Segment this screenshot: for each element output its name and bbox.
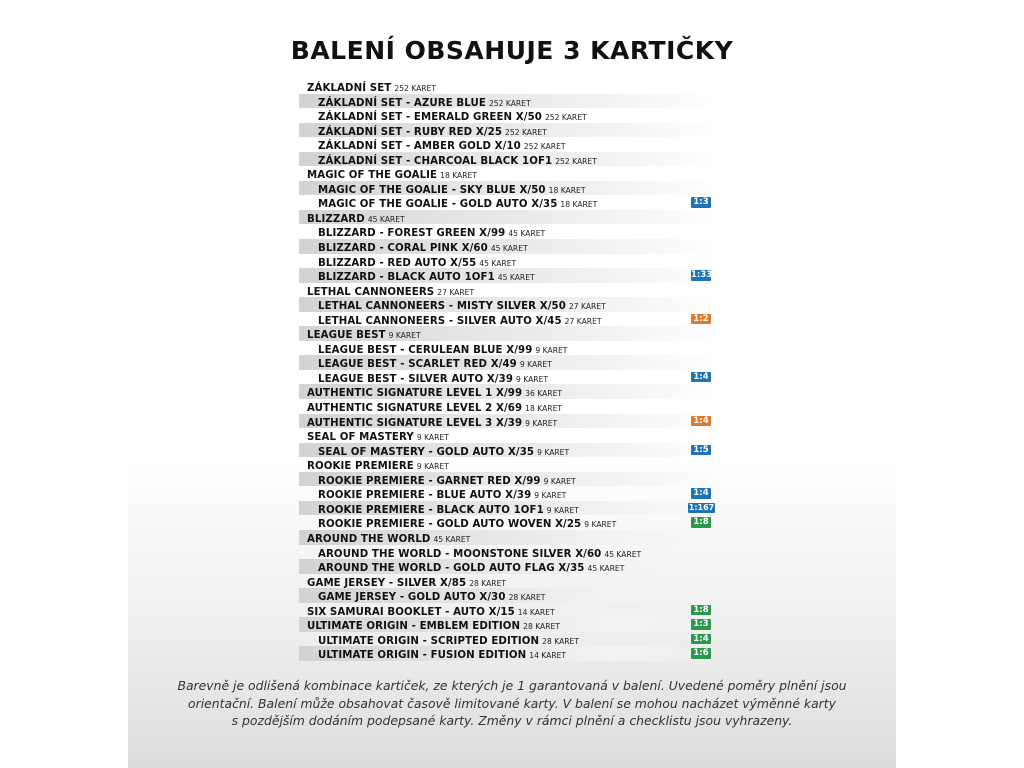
card-count: 27 KARET [437, 287, 475, 297]
card-set-name: ROOKIE PREMIERE [307, 461, 414, 473]
card-count: 252 KARET [544, 113, 587, 123]
card-set-name: ULTIMATE ORIGIN - FUSION EDITION [318, 650, 527, 662]
checklist-row [299, 530, 719, 545]
card-count: 9 KARET [519, 360, 552, 370]
card-count: 28 KARET [469, 578, 507, 588]
checklist-row [299, 370, 719, 385]
card-set-name: MAGIC OF THE GOALIE - GOLD AUTO X/35 [318, 199, 558, 211]
card-count: 45 KARET [604, 549, 642, 559]
card-set-name: AROUND THE WORLD - GOLD AUTO FLAG X/35 [318, 563, 585, 575]
checklist-row [299, 603, 719, 618]
checklist-row [299, 210, 719, 225]
checklist-row [299, 646, 719, 661]
footer-note [170, 677, 854, 730]
checklist-row [299, 326, 719, 341]
card-set-name: BLIZZARD - RED AUTO X/55 [318, 257, 477, 269]
checklist-row [299, 559, 719, 574]
card-set-name: ZÁKLADNÍ SET [307, 83, 392, 94]
card-set-name: BLIZZARD - BLACK AUTO 1OF1 [318, 272, 495, 284]
odds-badge: 1:4 [691, 372, 711, 383]
odds-badge: 1:6 [691, 648, 711, 659]
checklist-row [299, 428, 719, 443]
card-count: 27 KARET [564, 316, 602, 326]
card-set-name: MAGIC OF THE GOALIE [307, 170, 438, 182]
card-count: 9 KARET [584, 520, 617, 530]
card-count: 45 KARET [367, 214, 405, 224]
card-set-name: SIX SAMURAI BOOKLET - AUTO X/15 [307, 606, 515, 618]
card-count: 45 KARET [587, 564, 625, 574]
card-count: 28 KARET [542, 636, 579, 646]
odds-badge: 1:2 [691, 314, 711, 325]
odds-badge: 1:167 [688, 502, 715, 512]
checklist-row [299, 312, 719, 327]
checklist-row [299, 108, 719, 123]
row-text [318, 646, 566, 664]
card-set-name: BLIZZARD - FOREST GREEN X/99 [318, 228, 506, 240]
card-set-name: GAME JERSEY - SILVER X/85 [307, 577, 467, 589]
card-count: 14 KARET [529, 651, 567, 661]
card-set-name: ROOKIE PREMIERE - GARNET RED X/99 [318, 475, 541, 487]
card-count: 9 KARET [543, 476, 576, 486]
card-set-name: AUTHENTIC SIGNATURE LEVEL 2 X/69 [307, 403, 523, 415]
odds-badge: 1:4 [691, 488, 711, 499]
odds-badge: 1:33 [691, 270, 713, 281]
card-set-name: ROOKIE PREMIERE - BLUE AUTO X/39 [318, 490, 532, 502]
checklist-row [299, 486, 719, 501]
odds-badge: 1:4 [691, 634, 711, 645]
checklist-row [299, 239, 719, 254]
card-count: 9 KARET [546, 505, 579, 515]
checklist-row [299, 152, 719, 167]
card-count: 9 KARET [525, 418, 558, 428]
card-count: 252 KARET [505, 127, 547, 137]
card-set-name: ULTIMATE ORIGIN - SCRIPTED EDITION [318, 635, 540, 647]
card-set-name: ZÁKLADNÍ SET - CHARCOAL BLACK 1OF1 [318, 155, 553, 167]
card-count: 9 KARET [516, 374, 549, 384]
checklist-row [299, 297, 719, 312]
card-count: 18 KARET [440, 171, 477, 181]
card-set-name: AUTHENTIC SIGNATURE LEVEL 3 X/39 [307, 417, 523, 429]
checklist-row [299, 254, 719, 269]
checklist-row [299, 123, 719, 138]
card-set-name: ULTIMATE ORIGIN - EMBLEM EDITION [307, 621, 521, 633]
card-set-name: GAME JERSEY - GOLD AUTO X/30 [318, 592, 506, 604]
card-set-name: LETHAL CANNONEERS [307, 286, 435, 298]
card-count: 45 KARET [433, 534, 471, 544]
card-set-name: BLIZZARD - CORAL PINK X/60 [318, 243, 488, 255]
checklist-row [299, 384, 719, 399]
card-set-name: ZÁKLADNÍ SET - AZURE BLUE [318, 97, 486, 109]
checklist-row [299, 355, 719, 370]
footer-line-1: Barevně je odlišená kombinace kartiček, ze kterých je 1 garantovaná v balení. Uvedené poměry plnění jsou [177, 678, 847, 693]
card-set-name: LEAGUE BEST - SILVER AUTO X/39 [318, 373, 514, 385]
card-set-name: ZÁKLADNÍ SET - AMBER GOLD X/10 [318, 141, 521, 153]
card-set-name: AUTHENTIC SIGNATURE LEVEL 1 X/99 [307, 388, 523, 400]
checklist-row [299, 399, 719, 414]
card-set-name: ROOKIE PREMIERE - GOLD AUTO WOVEN X/25 [318, 519, 582, 531]
odds-badge: 1:4 [691, 416, 711, 427]
checklist-row [299, 79, 719, 94]
page-title: BALENÍ OBSAHUJE 3 KARTIČKY [290, 36, 734, 65]
checklist-row [299, 166, 719, 181]
card-count: 9 KARET [416, 433, 449, 443]
footer-line-3: s pozdějším dodáním podepsané karty. Změny v rámci plnění a checklistu jsou vyhrazeny. [231, 713, 793, 728]
checklist-row [299, 341, 719, 356]
card-count: 18 KARET [548, 185, 586, 195]
checklist-row [299, 457, 719, 472]
card-set-name: LEAGUE BEST [307, 330, 386, 342]
card-count: 14 KARET [517, 607, 555, 617]
odds-badge: 1:8 [691, 605, 711, 616]
card-count: 45 KARET [508, 229, 546, 239]
checklist-row [299, 414, 719, 429]
checklist-row [299, 515, 719, 530]
card-count: 252 KARET [488, 98, 531, 108]
card-count: 45 KARET [497, 273, 535, 283]
checklist-row [299, 617, 719, 632]
card-count: 28 KARET [523, 622, 560, 632]
odds-badge: 1:5 [691, 445, 711, 456]
card-set-name: SEAL OF MASTERY [307, 432, 414, 444]
checklist-row [299, 443, 719, 458]
card-set-name: LEAGUE BEST - SCARLET RED X/49 [318, 359, 517, 371]
card-set-name: LETHAL CANNONEERS - MISTY SILVER X/50 [318, 301, 566, 313]
card-count: 252 KARET [523, 142, 566, 152]
card-count: 9 KARET [534, 491, 567, 501]
card-count: 9 KARET [537, 447, 570, 457]
card-count: 45 KARET [479, 258, 517, 268]
card-set-name: LEAGUE BEST - CERULEAN BLUE X/99 [318, 344, 533, 356]
card-set-name: AROUND THE WORLD - MOONSTONE SILVER X/60 [318, 548, 602, 560]
checklist-row [299, 472, 719, 487]
card-set-name: ZÁKLADNÍ SET - EMERALD GREEN X/50 [318, 112, 542, 124]
card-count: 9 KARET [535, 345, 568, 355]
checklist-row [299, 195, 719, 210]
card-set-name: BLIZZARD [307, 213, 365, 225]
card-count: 18 KARET [560, 200, 598, 210]
card-count: 252 KARET [394, 84, 436, 93]
card-count: 252 KARET [555, 156, 597, 166]
odds-badge: 1:3 [691, 197, 711, 208]
card-count: 45 KARET [490, 244, 528, 254]
card-count: 28 KARET [508, 593, 546, 603]
card-set-name: LETHAL CANNONEERS - SILVER AUTO X/45 [318, 315, 562, 327]
checklist-row [299, 574, 719, 589]
checklist-row [299, 545, 719, 560]
checklist-row [299, 224, 719, 239]
footer-line-2: orientační. Balení může obsahovat časově limitované karty. V balení se mohou nacházet výměnné karty [188, 695, 836, 711]
card-set-name: AROUND THE WORLD [307, 533, 431, 545]
card-count: 9 KARET [416, 462, 449, 472]
checklist-row [299, 94, 719, 109]
card-count: 9 KARET [388, 331, 421, 341]
checklist-row [299, 588, 719, 603]
checklist-row [299, 501, 719, 516]
card-checklist [299, 79, 719, 661]
checklist-row [299, 268, 719, 283]
card-set-name: ZÁKLADNÍ SET - RUBY RED X/25 [318, 126, 503, 138]
checklist-row [299, 283, 719, 298]
card-count: 27 KARET [568, 302, 606, 312]
odds-badge: 1:3 [691, 619, 711, 630]
checklist-row [299, 181, 719, 196]
odds-badge: 1:8 [691, 517, 711, 528]
card-set-name: SEAL OF MASTERY - GOLD AUTO X/35 [318, 446, 535, 458]
checklist-row [299, 632, 719, 647]
card-set-name: MAGIC OF THE GOALIE - SKY BLUE X/50 [318, 184, 546, 196]
card-count: 36 KARET [525, 389, 563, 399]
card-count: 18 KARET [525, 404, 563, 414]
checklist-row [299, 137, 719, 152]
card-set-name: ROOKIE PREMIERE - BLACK AUTO 1OF1 [318, 504, 544, 516]
